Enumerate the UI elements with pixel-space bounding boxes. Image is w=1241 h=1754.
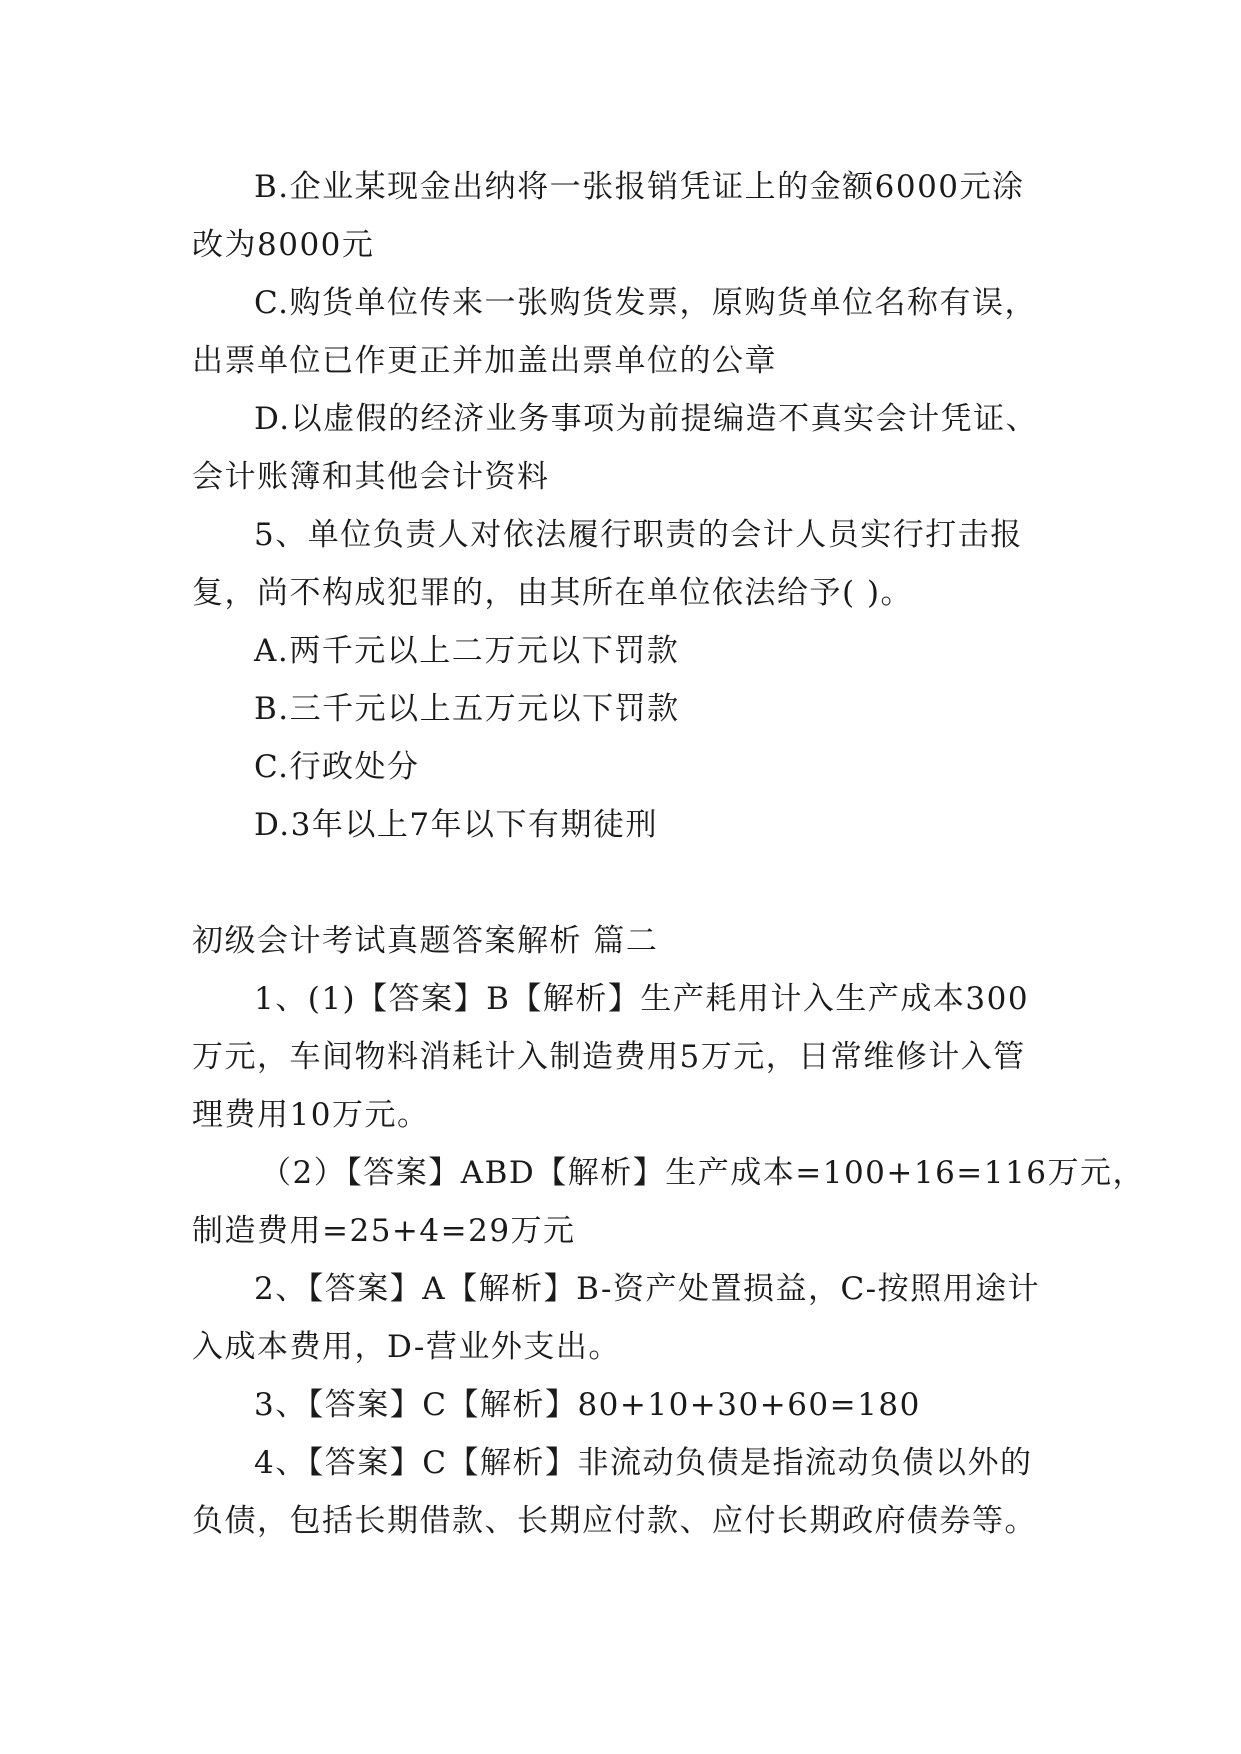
answer-2-line2: 入成本费用，D-营业外支出。 (192, 1329, 621, 1365)
q5-option-c: C.行政处分 (254, 749, 420, 785)
q5-option-a: A.两千元以上二万元以下罚款 (254, 633, 680, 669)
answer-1-line3: 理费用10万元。 (192, 1097, 430, 1133)
section-gap (192, 854, 1072, 912)
answer-1-line1: 1、(1)【答案】B【解析】生产耗用计入生产成本300 (254, 981, 1030, 1017)
q5-option-d: D.3年以上7年以下有期徒刑 (254, 807, 659, 843)
section-heading: 初级会计考试真题答案解析 篇二 (192, 923, 659, 959)
q5-option-b: B.三千元以上五万元以下罚款 (254, 691, 680, 727)
q4-option-d-line2: 会计账簿和其他会计资料 (192, 459, 550, 495)
answer-3-line1: 3、【答案】C【解析】80+10+30+60=180 (254, 1387, 921, 1423)
question-5-line1: 5、单位负责人对依法履行职责的会计人员实行打击报 (254, 517, 1023, 553)
answer-1b-line2: 制造费用=25+4=29万元 (192, 1213, 576, 1249)
q4-option-b-line1: B.企业某现金出纳将一张报销凭证上的金额6000元涂 (254, 169, 1025, 205)
q4-option-c-line1: C.购货单位传来一张购货发票，原购货单位名称有误， (254, 285, 1037, 321)
answer-4-line1: 4、【答案】C【解析】非流动负债是指流动负债以外的 (254, 1445, 1033, 1481)
q4-option-b-line2: 改为8000元 (192, 227, 375, 263)
q4-option-d-line1: D.以虚假的经济业务事项为前提编造不真实会计凭证、 (254, 401, 1039, 437)
answer-1b-line1: （2）【答案】ABD【解析】生产成本=100+16=116万元， (260, 1155, 1145, 1191)
answer-4-line2: 负债，包括长期借款、长期应付款、应付长期政府债券等。 (192, 1503, 1037, 1539)
question-5-line2: 复，尚不构成犯罪的，由其所在单位依法给予( )。 (192, 575, 914, 611)
document-page (192, 158, 1145, 1550)
answer-1-line2: 万元，车间物料消耗计入制造费用5万元，日常维修计入管 (192, 1039, 1026, 1075)
answer-2-line1: 2、【答案】A【解析】B-资产处置损益，C-按照用途计 (254, 1271, 1041, 1307)
q4-option-c-line2: 出票单位已作更正并加盖出票单位的公章 (192, 343, 777, 379)
